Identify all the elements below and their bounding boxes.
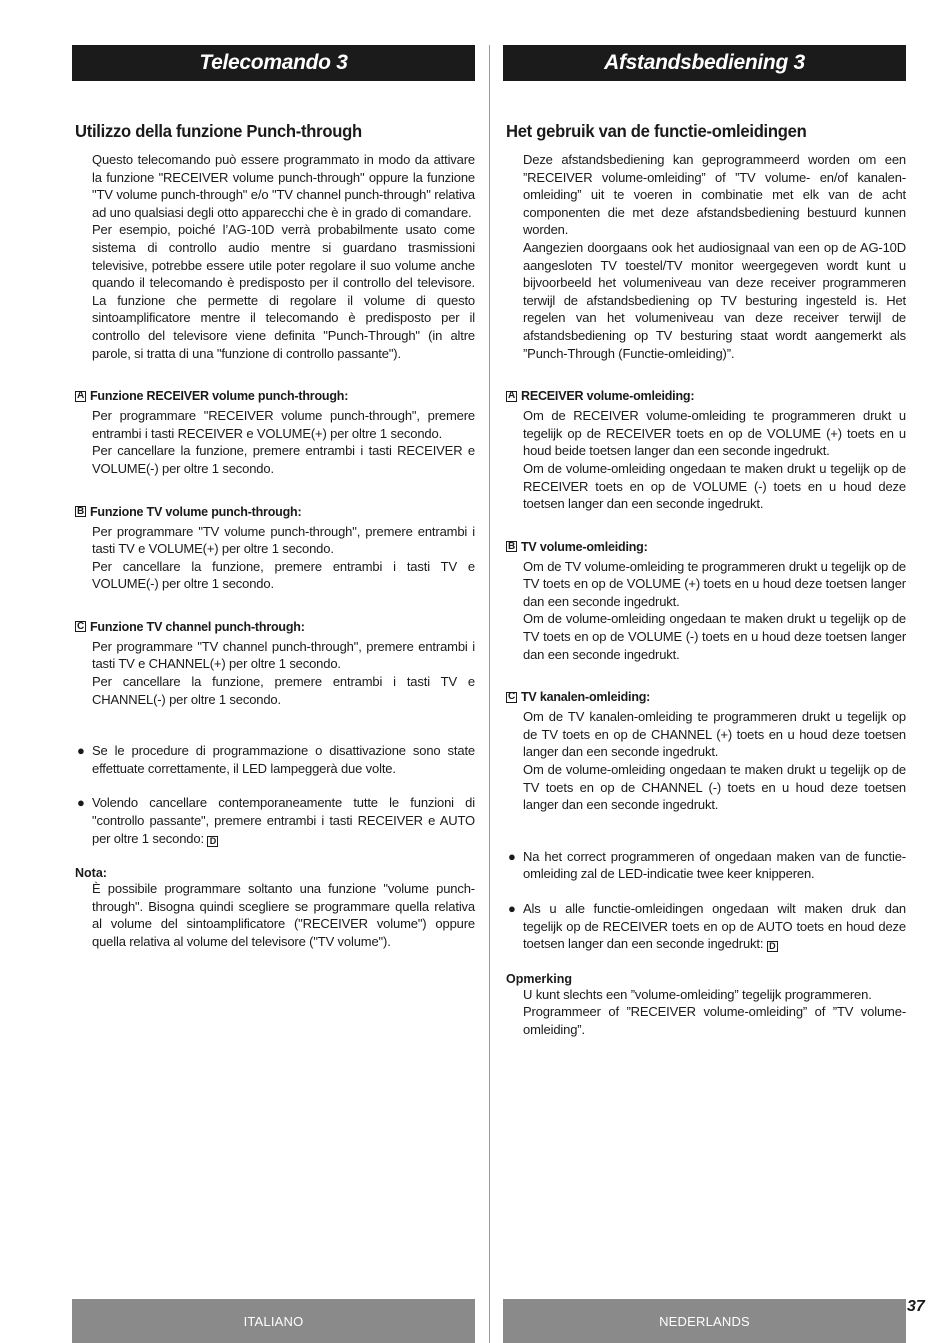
badge-b-icon: B: [507, 540, 516, 552]
badge-d-icon: D: [207, 836, 218, 847]
subsection-text: Per cancellare la funzione, premere entrambi i tasti RECEIVER e VOLUME(-) per oltre 1 secondo.: [92, 443, 475, 476]
subsection-label: Funzione TV volume punch-through:: [90, 504, 302, 519]
note-text: È possibile programmare soltanto una funzione "volume punch-through". Bisogna quindi scegliere se programmare quella relativa al volume del sintoamplificatore ("RECEIVER volume") oppure quella relativa al volume del televisore ("TV volume").: [92, 881, 475, 949]
note-text: Programmeer of ”RECEIVER volume-omleiding” of ”TV volume-omleiding”.: [523, 1004, 906, 1037]
bullet-text: Se le procedure di programmazione o disattivazione sono state effettuate correttamente, il LED lampeggerà due volte.: [92, 743, 475, 776]
bullet-text: Na het correct programmeren of ongedaan maken van de functie-omleiding zal de LED-indicatie twee keer knipperen.: [523, 848, 906, 882]
subsection-title: [506, 690, 906, 704]
subsection-text: Om de RECEIVER volume-omleiding te programmeren drukt u tegelijk op de RECEIVER toets en op de VOLUME (+) toets en u houd beide toetsen langer dan een seconde ingedrukt.: [523, 408, 906, 459]
subsection-label: Funzione RECEIVER volume punch-through:: [90, 389, 349, 404]
subsection-text: Om de TV kanalen-omleiding te programmeren drukt u tegelijk op de TV toets en op de CHANNEL (+) toets en u houd deze toetsen langer dan een seconde ingedrukt.: [523, 709, 906, 760]
subsection-text: Om de TV volume-omleiding te programmeren drukt u tegelijk op de TV toets en op de VOLUME (+) toets en u houd deze toetsen langer dan een seconde ingedrukt.: [523, 558, 906, 609]
subsection-text: Per cancellare la funzione, premere entrambi i tasti TV e CHANNEL(-) per oltre 1 secondo.: [92, 674, 475, 707]
subsection-title: [75, 620, 475, 634]
subsection-title: [75, 389, 475, 403]
badge-a-icon: A: [76, 390, 85, 402]
subsection-text: Om de volume-omleiding ongedaan te maken drukt u tegelijk op de TV toets en op de VOLUME (-) toets en u houd deze toetsen langer dan een seconde ingedrukt.: [523, 611, 906, 662]
subsection-label: Funzione TV channel punch-through:: [90, 619, 305, 634]
subsection-text: Om de volume-omleiding ongedaan te maken drukt u tegelijk op de RECEIVER toets en op de VOLUME (-) toets en u houd deze toetsen langer dan een seconde ingedrukt.: [523, 460, 906, 512]
badge-c-icon: C: [507, 691, 516, 703]
subsection-text: Om de volume-omleiding ongedaan te maken drukt u tegelijk op de TV toets en op de CHANNEL (-) toets en u houd deze toetsen langer dan een seconde ingedrukt.: [523, 762, 906, 813]
subsection-text: Per programmare "TV volume punch-through", premere entrambi i tasti TV e VOLUME(+) per oltre 1 secondo.: [92, 523, 475, 557]
badge-a-icon: A: [507, 390, 516, 402]
dutch-column: [503, 45, 906, 1039]
badge-b-icon: B: [76, 505, 85, 517]
section-heading: Het gebruik van de functie-omleidingen: [506, 121, 807, 141]
subsection-title: [506, 389, 906, 403]
intro-paragraph: Deze afstandsbediening kan geprogrammeerd worden om een ”RECEIVER volume-omleiding” of ”TV volume- en/of kanalen-omleiding” uit te voeren in combinatie met elk van de acht componenten die met deze afstandsbediening bestuurd kunnen worden.: [523, 152, 906, 238]
intro-paragraph: Aangezien doorgaans ook het audiosignaal van een op de AG-10D aangesloten TV toestel/TV monitor weergegeven wordt kunt u bijvoorbeeld het volumeniveau van deze receiver programmeren terwijl de afstandsbediening op TV besturing ingesteld is. Het regelen van het volumeniveau van deze receiver terwijl de afstandsbediening op TV besturing staat wordt aangemerkt als ”Punch-Through (Functie-omleiding)”.: [523, 239, 906, 361]
note-title: Opmerking: [506, 971, 572, 986]
italian-column: [72, 45, 475, 951]
intro-paragraph: Questo telecomando può essere programmato in modo da attivare la funzione "RECEIVER volume punch-through" oppure la funzione "TV volume punch-through" e/o "TV channel punch-through" relativa ad uno qualsiasi degli otto apparecchi che è in grado di comandare.: [92, 152, 475, 220]
bullet-icon: ●: [77, 795, 85, 811]
bullet-text: Als u alle functie-omleidingen ongedaan wilt maken druk dan tegelijk op de RECEIVER toets en op de AUTO toets en houd deze toetsen langer dan een seconde ingedrukt:: [523, 901, 906, 952]
subsection-text: Per programmare "RECEIVER volume punch-through", premere entrambi i tasti RECEIVER e VOLUME(+) per oltre 1 secondo.: [92, 408, 475, 441]
bullet-item: [77, 794, 475, 847]
intro-paragraph: Per esempio, poiché l’AG-10D verrà probabilmente usato come sistema di controllo audio mentre si guardano trasmissioni televisive, potrebbe essere utile poter regolare il suo volume anche quando il telecomando è predisposto per il controllo del televisore. La funzione che permette di regolare il volume di questo sintoamplificatore mentre il telecomando è predisposto per il controllo del televisore viene definita "Punch-Through" (in altre parole, si tratta di una "funzione di controllo passante").: [92, 222, 475, 361]
subsection-label: RECEIVER volume-omleiding:: [521, 389, 695, 404]
bullet-item: [508, 848, 906, 883]
badge-d-icon: D: [767, 941, 778, 952]
footer-language-label: ITALIANO: [72, 1299, 475, 1343]
note-title: Nota:: [75, 866, 107, 881]
bullet-icon: ●: [508, 901, 516, 916]
note-text: U kunt slechts een ”volume-omleiding” tegelijk programmeren.: [523, 986, 872, 1002]
badge-c-icon: C: [76, 620, 85, 632]
subsection-text: Per cancellare la funzione, premere entrambi i tasti TV e VOLUME(-) per oltre 1 secondo.: [92, 558, 475, 592]
bullet-icon: ●: [508, 848, 516, 864]
section-banner: Telecomando 3: [72, 45, 475, 81]
section-heading: Utilizzo della funzione Punch-through: [75, 121, 362, 141]
bullet-text: Volendo cancellare contemporaneamente tutte le funzioni di "controllo passante", premere entrambi i tasti RECEIVER e AUTO per oltre 1 secondo:: [92, 795, 475, 846]
page-number: 37: [907, 1298, 925, 1315]
footer-language-label: NEDERLANDS: [503, 1299, 906, 1343]
subsection-label: TV volume-omleiding:: [521, 539, 648, 554]
subsection-title: [75, 505, 475, 519]
column-divider: [489, 45, 490, 1343]
bullet-item: [77, 742, 475, 777]
section-banner: Afstandsbediening 3: [503, 45, 906, 81]
bullet-item: [508, 900, 906, 953]
bullet-icon: ●: [77, 743, 85, 759]
subsection-text: Per programmare "TV channel punch-through", premere entrambi i tasti TV e CHANNEL(+) per oltre 1 secondo.: [92, 638, 475, 672]
subsection-label: TV kanalen-omleiding:: [521, 690, 651, 705]
subsection-title: [506, 540, 906, 554]
